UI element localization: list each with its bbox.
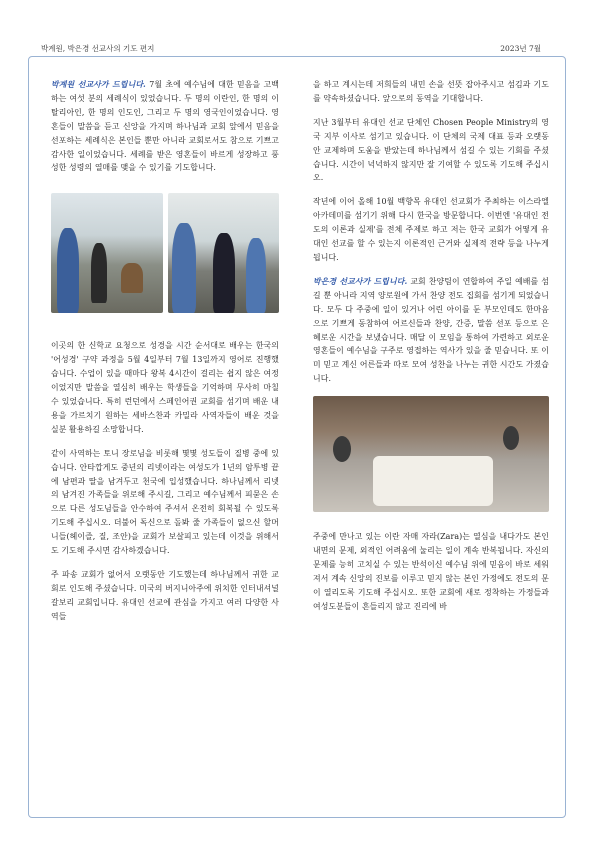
photo-row bbox=[51, 193, 279, 313]
header-left: 박계원, 박은경 선교사의 기도 편지 bbox=[41, 44, 155, 53]
paragraph-baptism: 박계원 선교사가 드립니다. 7월 초에 예수님에 대한 믿음을 고백하는 여섯 분의 세례식이 있었습니다. 두 명의 이란인, 한 명의 이탈리아인, 한 명의 인도인, 그리고 두 명의 영국인이었습니다. 영혼들이 말씀을 듣고 신앙을 가지며 하나님과 교회 앞에서 믿음을 선포하는 세례식은 본인들 뿐만 아니라 교회로서도 참으로 기쁘고 감사한 일이었습니다. 세례를 받은 영혼들이 바르게 성장하고 풍성한 성령의 열매를 맺을 수 있기를 기도합니다. bbox=[51, 80, 279, 173]
lead-heading: 박계원 선교사가 드립니다. bbox=[51, 80, 146, 89]
prayer-photo bbox=[168, 193, 280, 313]
paragraph-church: 주 파송 교회가 없어서 오랫동안 기도했는데 하나님께서 귀한 교회로 인도해 주셨습니다. 미국의 버지니아주에 위치한 인터내셔널 갈보리 교회입니다. 유대인 선교에 관심을 가지고 여러 다양한 사역들 bbox=[51, 569, 279, 621]
communion-photo bbox=[313, 396, 549, 512]
paragraph-ministry: 지난 3월부터 유대인 선교 단체인 Chosen People Ministry의 영국 지부 이사로 섬기고 있습니다. 이 단체의 국제 대표 등과 오랫동안 교제하며 도움을 받았는데 하나님께서 섬길 수 있는 기회를 주셨습니다. 시간이 넉넉하지 않지만 잘 기여할 수 있도록 기도해 주십시오. bbox=[313, 117, 549, 183]
paragraph-partnership: 을 하고 계시는데 저희들의 내민 손을 선뜻 잡아주시고 섬김과 기도를 약속하셨습니다. 앞으로의 동역을 기대합니다. bbox=[313, 80, 549, 103]
paragraph-illness: 같이 사역하는 토니 장로님을 비롯해 몇몇 성도들이 질병 중에 있습니다. 안타깝게도 중년의 리넷이라는 여성도가 1년의 암투병 끝에 남편과 딸을 남겨두고 천국에 입성했습니다. 하나님께서 리넷의 남겨진 가족들을 위로해 주시길, 그리고 예수님께서 피묻은 손으로 다른 성도님들을 안수하여 주셔서 온전히 회복될 수 있도록 기도해 주십시오. 더불어 독신으로 돌봐 줄 가족들이 없으신 할머니들(헤이즐, 질, 조안)을 교회가 보살피고 있는데 이것을 위해서도 기도해 주시면 감사하겠습니다. bbox=[51, 448, 279, 556]
left-column bbox=[51, 78, 279, 634]
paragraph-zara: 주중에 만나고 있는 이란 자매 자라(Zara)는 열심을 내다가도 본인 내면의 문제, 외적인 어려움에 눌리는 일이 계속 반복됩니다. 자신의 문제를 능히 고치실 수 있는 반석이신 예수님 위에 믿음이 바로 세워져서 계속 신앙의 진보를 이루고 믿지 않는 본인 가정에도 전도의 문이 열리도록 기도해 주십시오. 또한 교회에 새로 정착하는 가정들과 여성도분들이 흔들리지 않고 진리에 바 bbox=[313, 532, 549, 611]
right-column bbox=[313, 78, 549, 624]
header-date: 2023년 7월 bbox=[500, 44, 541, 53]
paragraph-worship: 박은경 선교사가 드립니다. 교회 찬양팀이 연합하여 주일 예배를 섬길 뿐 아니라 지역 양로원에 가서 찬양 전도 집회를 섬기게 되었습니다. 모두 다 주중에 일이 있거나 어린 아이를 둔 부모인데도 한마음으로 기쁘게 동참하여 어르신들과 찬양, 간증, 말씀 선포 등으로 은혜로운 시간을 보냈습니다. 매달 이 모임을 통하여 가련하고 외로운 영혼들이 예수님을 구주로 영접하는 역사가 있을 줄 믿습니다. 또 이미 믿고 계신 어른들과 따로 모여 성찬을 나누는 귀한 시간도 가졌습니다. bbox=[313, 276, 549, 384]
lead-heading: 박은경 선교사가 드립니다. bbox=[313, 276, 408, 286]
paragraph-academy: 작년에 이어 올해 10월 백향목 유대인 선교회가 주최하는 이스라엘 아카데미를 섬기기 위해 다시 한국을 방문합니다. 이번엔 '유대인 전도의 이론과 실제'를 전체 주제로 하고 저는 한국 교회가 어떻게 유대인 선교를 할 수 있는지 이론적인 근거와 실제적 전략 등을 나누게 됩니다. bbox=[313, 197, 549, 262]
baptism-photo bbox=[51, 193, 163, 313]
paragraph-seminary: 이곳의 한 신학교 요청으로 성경을 시간 순서대로 배우는 한국의 '어성경' 구약 과정을 5월 4일부터 7월 13일까지 영어로 진행했습니다. 수업이 있을 때마다 왕복 4시간이 걸리는 쉽지 않은 여정이었지만 말씀을 열심히 배우는 학생들을 기억하며 무사히 마칠 수 있었습니다. 특히 런던에서 스페인어권 교회를 섬기며 배운 내용을 가르치기 원하는 세바스찬과 카밀라 사역자들이 배운 것을 실분 활용하길 소망합니다. bbox=[51, 341, 279, 434]
